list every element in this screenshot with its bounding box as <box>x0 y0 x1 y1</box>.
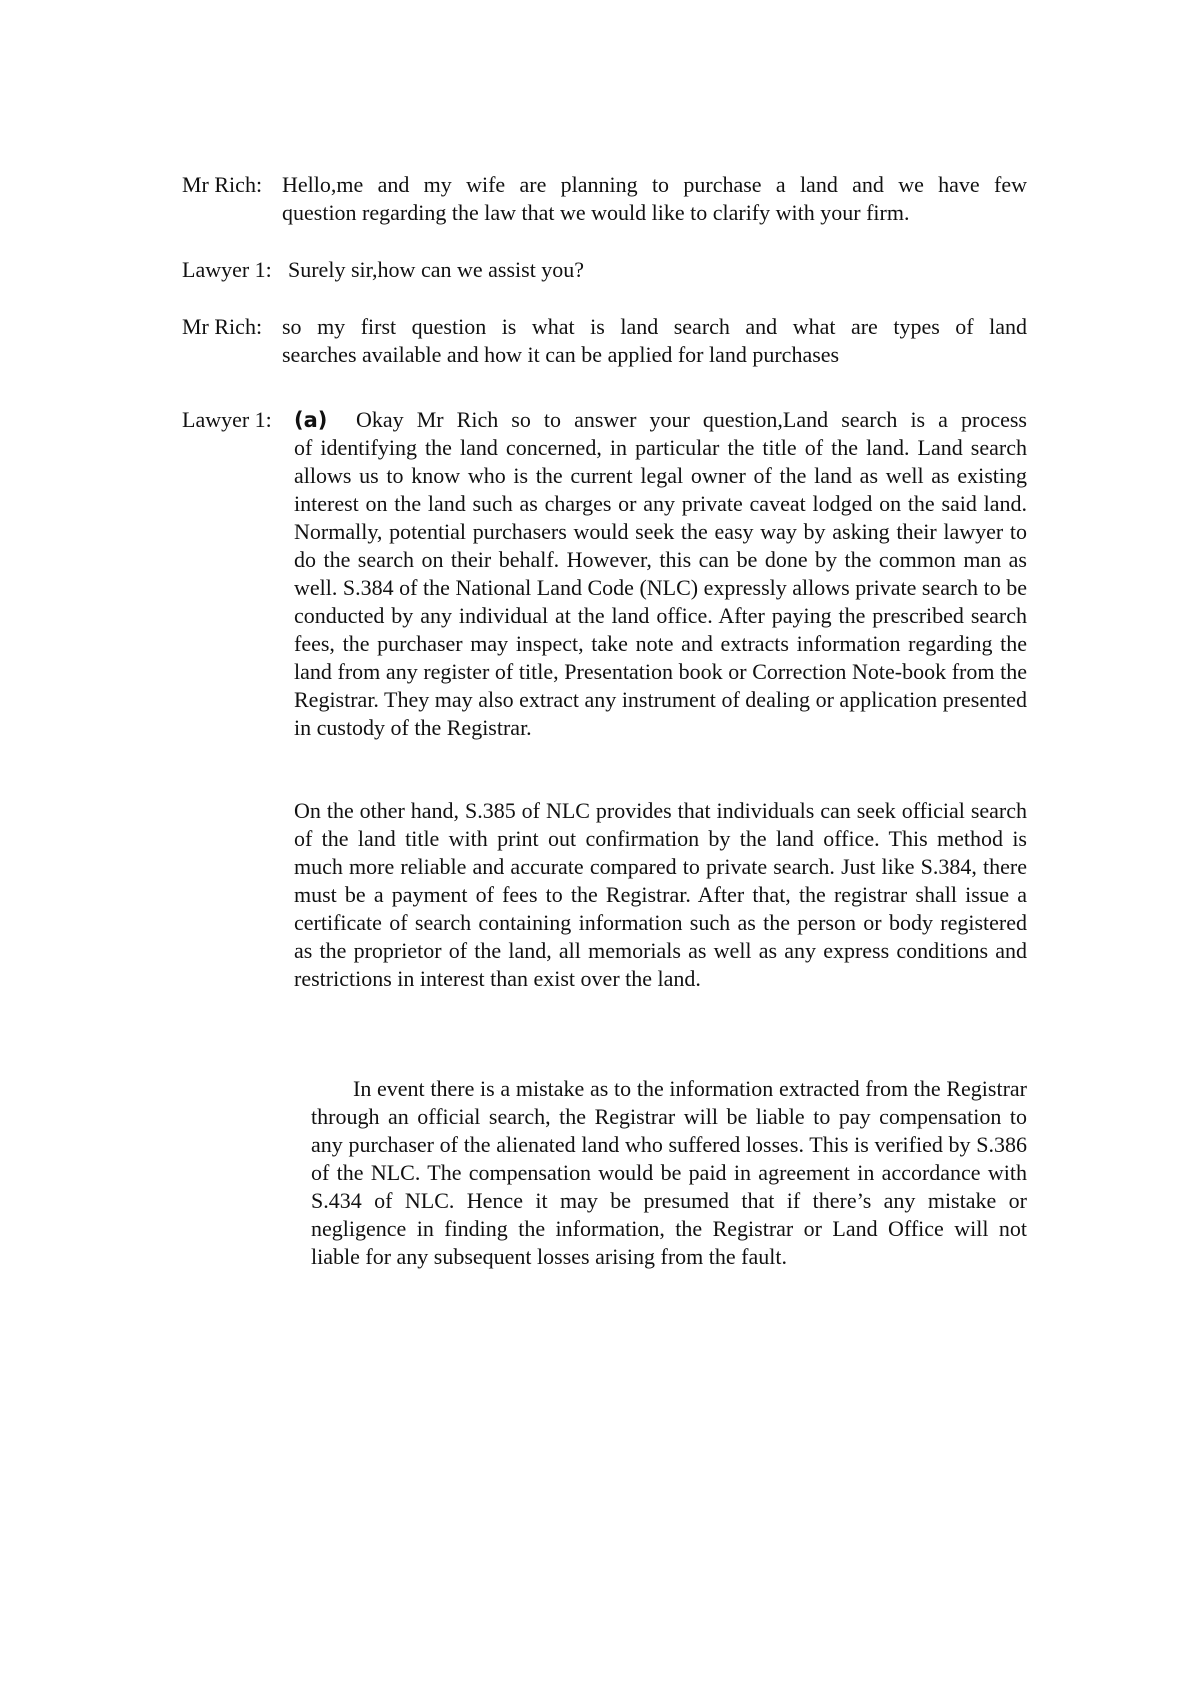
speaker-label: Lawyer 1: <box>182 407 272 432</box>
dialogue-text-continuation: searches available and how it can be applied for land purchases <box>282 342 840 367</box>
dialogue-entry-mr-rich-1 <box>182 171 1027 227</box>
speaker-label: Lawyer 1: <box>182 257 272 282</box>
list-marker: (a) <box>294 408 328 432</box>
dialogue-first-line <box>182 256 1027 284</box>
dialogue-text-continuation: question regarding the law that we would like to clarify with your firm. <box>282 200 910 225</box>
dialogue-entry-mr-rich-2 <box>182 313 1027 369</box>
dialogue-text: Hello,me and my wife are planning to purchase a land and we have few <box>282 172 1027 197</box>
dialogue-text: Surely sir,how can we assist you? <box>288 257 585 282</box>
speaker-label: Mr Rich: <box>182 172 263 197</box>
dialogue-first-line <box>182 171 1027 199</box>
dialogue-entry-lawyer-2 <box>182 406 1027 742</box>
answer-paragraph-3: In event there is a mistake as to the information extracted from the Registrar through an official search, the Registrar will be liable to pay compensation to any purchaser of the alienated land who suffered losses. This is verified by S.386 of the NLC. The compensation would be paid in agreement in accordance with S.434 of NLC. Hence it may be presumed that if there’s any mistake or negligence in finding the information, the Registrar or Land Office will not liable for any subsequent losses arising from the fault. <box>311 1076 1027 1269</box>
dialogue-first-line <box>182 406 1027 434</box>
answer-paragraph-1: of identifying the land concerned, in particular the title of the land. Land search allows us to know who is the current legal owner of the land as well as existing interest on the land such as charges or any private caveat lodged on the said land. Normally, potential purchasers would seek the easy way by asking their lawyer to do the search on their behalf. However, this can be done by the common man as well. S.384 of the National Land Code (NLC) expressly allows private search to be conducted by any individual at the land office. After paying the prescribed search fees, the purchaser may inspect, take note and extracts information regarding the land from any register of title, Presentation book or Correction Note-book from the Registrar. They may also extract any instrument of dealing or application presented in custody of the Registrar. <box>294 435 1027 740</box>
dialogue-text: so my first question is what is land search and what are types of land <box>282 314 1027 339</box>
dialogue-first-line <box>182 313 1027 341</box>
dialogue-entry-lawyer-1 <box>182 256 1027 284</box>
answer-paragraph-2: On the other hand, S.385 of NLC provides that individuals can seek official search of the land title with print out confirmation by the land office. This method is much more reliable and accurate compared to private search. Just like S.384, there must be a payment of fees to the Registrar. After that, the registrar shall issue a certificate of search containing information such as the person or body registered as the proprietor of the land, all memorials as well as any express conditions and restrictions in interest than exist over the land. <box>294 798 1027 991</box>
dialogue-text: Okay Mr Rich so to answer your question,Land search is a process <box>356 407 1027 432</box>
speaker-label: Mr Rich: <box>182 314 263 339</box>
